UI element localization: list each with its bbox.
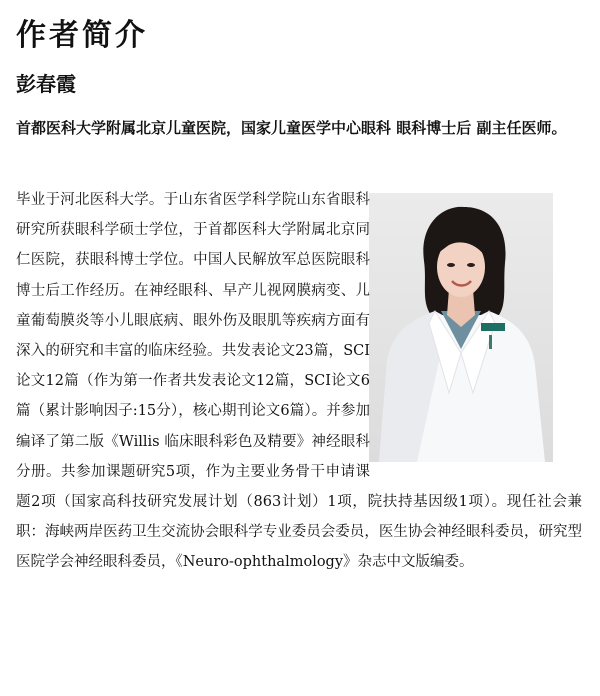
page-title: 作者简介: [16, 18, 148, 53]
author-bio-text: 毕业于河北医科大学。于山东省医学科学院山东省眼科研究所获眼科学硕士学位，于首都医科大学附属北京同仁医院，获眼科博士学位。中国人民解放军总医院眼科博士后工作经历。在神经眼科、早产儿视网膜病变、儿童葡萄膜炎等小儿眼底病、眼外伤及眼肌等疾病方面有深入的研究和丰富的临床经验。共发表论文23篇，SCI论文12篇（作为第一作者共发表论文12篇，SCI论文6篇（累计影响因子:15分），核心期刊论文6篇）。并参加编译了第二版《Willis 临床眼科彩色及精要》神经眼科分册。共参加课题研究5项，作为主要业务骨干申请课题2项（国家高科技研究发展计划（863计划）1项，院扶持基因级1项）。现任社会兼职：海峡两岸医药卫生交流协会眼科学专业委员会委员，医生协会神经眼科委员，研究型医院学会神经眼科委员，《Neuro-ophthalmology》杂志中文版编委。: [16, 192, 582, 571]
author-name: 彭春霞: [16, 72, 76, 96]
author-affiliation: 首都医科大学附属北京儿童医院，国家儿童医学中心眼科 眼科博士后 副主任医师。: [16, 119, 567, 137]
photo-text-wrap-spacer: [370, 185, 582, 457]
author-bio: [16, 185, 582, 578]
